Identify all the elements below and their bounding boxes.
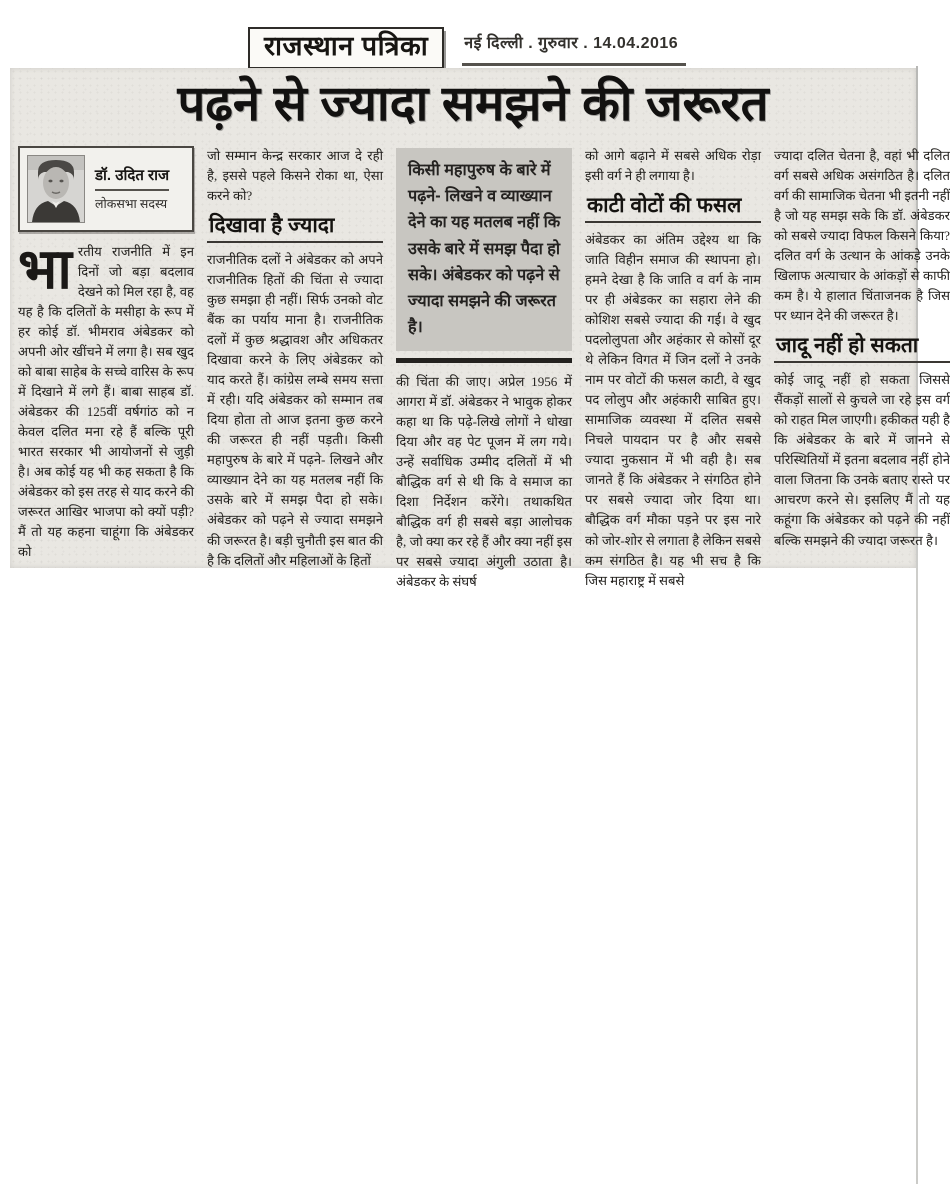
author-byline-box (18, 146, 194, 232)
subheading-dikhawa: दिखावा है ज्यादा (207, 212, 383, 243)
column-2 (207, 146, 383, 598)
col2-body-text: राजनीतिक दलों ने अंबेडकर को अपने राजनीतिक हितों की चिंता से ज्यादा कुछ समझा ही नहीं। सिर्फ उनको वोट बैंक का पर्याय माना है। राजनीतिक दलों में कुछ श्रद्धावश और अधिकतर दिखावा करने के लिए अंबेडकर को याद करते हैं। कांग्रेस लम्बे समय सत्ता में रही। यदि अंबेडकर को सम्मान तब दिया होता तो आज इतना कुछ करने की जरूरत ही नहीं पड़ती। किसी महापुरुष के बारे में पढ़ने- लिखने और व्याख्यान देने का यह मतलब नहीं कि उसके बारे में समझ पैदा हो सके। अंबेडकर को पढ़ने से ज्यादा समझने की जरूरत है। बड़ी चुनौती इस बात की है कि दलितों और महिलाओं के हितों (207, 252, 383, 568)
col5-body-text-after: कोई जादू नहीं हो सकता जिससे सैंकड़ों सालों से कुचले जा रहे इस वर्ग को राहत मिल जाएगी। हकीकत यही है कि अंबेडकर के बारे में जानने से परिस्थितियों में इतना बदलाव नहीं होने वाला जितना कि उनके बताए रास्ते पर आचरण करने से। इसलिए मैं तो यह कहूंगा कि अंबेडकर को पढ़ने की नहीं बल्कि समझने की ज्यादा जरूरत है। (774, 372, 950, 548)
author-photo (27, 155, 85, 223)
author-name: डॉ. उदित राज (95, 165, 169, 191)
column-4 (585, 146, 761, 598)
newspaper-name: राजस्थान पत्रिका (248, 27, 444, 70)
newspaper-clipping (10, 68, 950, 589)
masthead (248, 26, 686, 70)
edition-dateline: नई दिल्ली . गुरुवार . 14.04.2016 (462, 31, 686, 66)
column-1 (18, 146, 194, 598)
article-columns (14, 142, 950, 598)
col1-text: रतीय राजनीति में इन दिनों जो बड़ा बदलाव देखने को मिल रहा है, वह यह है कि दलितों के मसीहा के रूप में हर कोई डॉ. भीमराव अंबेडकर को अपनी ओर खींचने में लगा है। सब खुद को बाबा साहेब के सच्चे वारिस के रूप में दिखाने में लगे हैं। बाबा साहब डॉ. अंबेडकर की 125वीं वर्षगांठ को न केवल दलित मना रहे हैं बल्कि पूरी भारत सरकार भी आयोजनों से जुड़ी है। अब कोई यह भी कह सकता है कि अंबेडकर को इस तरह से याद करने की जरूरत आखिर भाजपा को क्यों पड़ी? मैं तो यह कहना चाहूंगा कि अंबेडकर को (18, 243, 194, 560)
column-3 (396, 146, 572, 598)
pull-quote-rule (396, 358, 572, 363)
paragraph-col1 (18, 236, 194, 563)
col3-body-text: की चिंता की जाए। अप्रेल 1956 में आगरा में डॉ. अंबेडकर ने भावुक होकर कहा था कि पढ़े-लिखे लोगों ने धोखा दिया और वह पेट पूजन में लग गये। उन्हें सर्वाधिक उम्मीद दलितों में भी बौद्धिक वर्ग से थी कि वे समाज का दिशा निर्देशन करेंगे। तथाकथित बौद्धिक वर्ग ही सबसे बड़ा आलोचक है, जो क्या कर रहे हैं और क्या नहीं इस पर सबसे ज्यादा अंगुली उठाता है। अंबेडकर के संघर्ष (396, 373, 572, 589)
subheading-kati-voton: काटी वोटों की फसल (585, 192, 761, 223)
col5-body-text-before: ज्यादा दलित चेतना है, वहां भी दलित वर्ग सबसे अधिक असंगठित है। दलित वर्ग की सामाजिक चेतना भी इतनी नहीं है जो यह समझ सके कि डॉ. अंबेडकर को सबसे ज्यादा विफल किसने किया? दलित वर्ग के उत्थान के आंकड़े उनके खिलाफ अत्याचार के आंकड़ों से काफी कम है। ये हालात चिंताजनक है जिस पर ध्यान देने की जरूरत है। (774, 147, 950, 324)
col4-lead-text: को आगे बढ़ाने में सबसे अधिक रोड़ा इसी वर्ग ने ही लगाया है। (585, 147, 761, 183)
subheading-jadu: जादू नहीं हो सकता (774, 332, 950, 363)
article-headline: पढ़ने से ज्यादा समझने की जरूरत (177, 77, 769, 131)
pull-quote: किसी महापुरुष के बारे में पढ़ने- लिखने व व्याख्यान देने का यह मतलब नहीं कि उसके बारे में समझ पैदा हो सके। अंबेडकर को पढ़ने से ज्यादा समझने की जरूरत है। (396, 148, 572, 351)
drop-cap: भा (18, 236, 72, 300)
author-title: लोकसभा सदस्य (95, 197, 168, 212)
col2-lead-text: जो सम्मान केन्द्र सरकार आज दे रही है, इससे पहले किसने रोका था, ऐसा करने को? (207, 147, 383, 203)
col4-body-text: अंबेडकर का अंतिम उद्देश्य था कि जाति विहीन समाज की स्थापना हो। हमने देखा है कि जाति व वर्ग के नाम पर ही अंबेडकर का सहारा लेने की कोशिश सबसे ज्यादा की गई। वे खुद पदलोलुपता और अहंकार से कोसों दूर थे लेकिन विगत में जिन दलों ने उनके नाम पर वोटों की फसल काटी, वे खुद पद लोलुप और अहंकारी साबित हुए। सामाजिक व्यवस्था में दलित सबसे निचले पायदान पर है और सबसे ज्यादा नुकसान में भी वही है। सब जानते हैं कि अंबेडकर ने संगठित होने पर सबसे ज्यादा जोर दिया था। बौद्धिक वर्ग मौका पड़ने पर इस नारे को जोर-शोर से लगाता है लेकिन सबसे कम संगठित है। यह भी सच है कि जिस महाराष्ट्र में सबसे (585, 232, 761, 588)
author-meta (95, 165, 169, 212)
column-5 (774, 146, 950, 598)
